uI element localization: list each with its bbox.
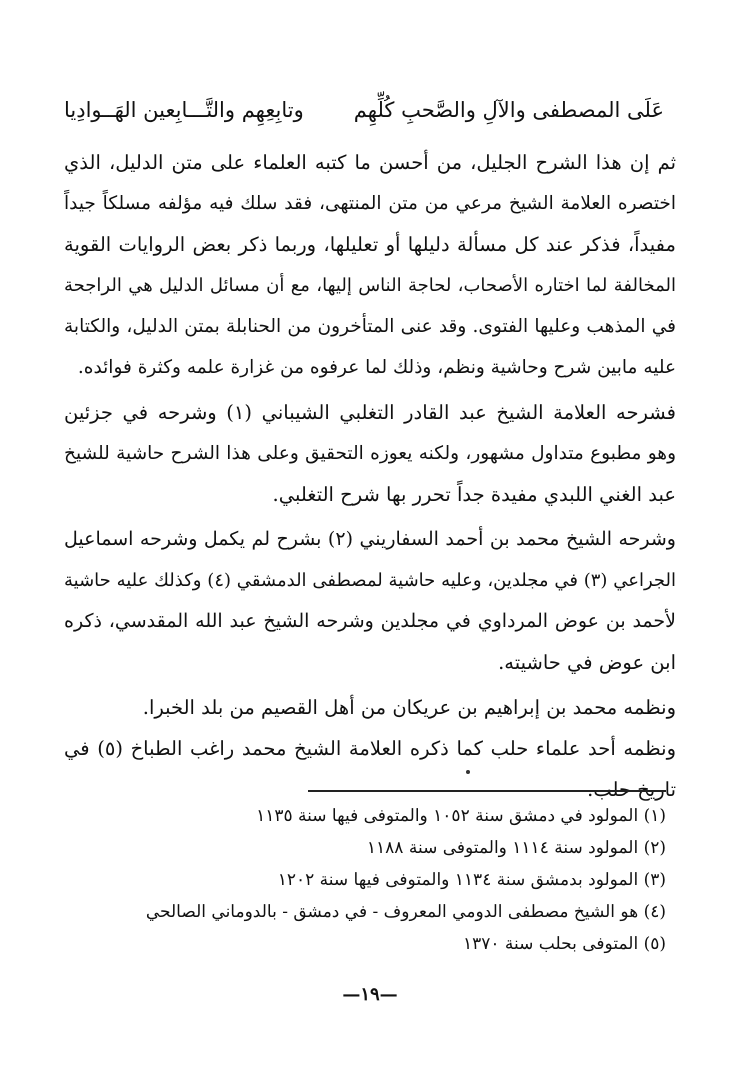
text-line: تاريخ حلب.	[587, 778, 676, 801]
text-line: فشرحه العلامة الشيخ عبد القادر التغلبي الشيباني (١) وشرحه في جزئين	[64, 401, 676, 424]
footnote-4: (٤) هو الشيخ مصطفى الدومي المعروف - في دمشق - بالدوماني الصالحي	[145, 902, 666, 922]
verse-right-hemistich: عَلَى المصطفى والآلِ والصَّحبِ كُلِّهِم	[353, 98, 664, 122]
text-line: لأحمد بن عوض المرداوي في مجلدين وشرحه الشيخ عبد الله المقدسي، ذكره	[64, 610, 676, 632]
paragraph-4	[64, 687, 676, 728]
verse-left-hemistich: وتابِعِهِم والتَّـــابِعين الهَــوادِيا	[64, 98, 304, 122]
text-line: وهو مطبوع متداول مشهور، ولكنه يعوزه التحقيق وعلى هذا الشرح حاشية للشيخ	[64, 443, 676, 464]
paragraph-5	[64, 728, 676, 810]
text-line: عبد الغني اللبدي مفيدة جداً تحرر بها شرح التغلبي.	[272, 483, 676, 506]
verse-line	[64, 88, 664, 132]
main-text	[64, 142, 676, 810]
text-line: وشرحه الشيخ محمد بن أحمد السفاريني (٢) بشرح لم يكمل وشرحه اسماعيل	[64, 528, 676, 550]
text-line: المخالفة لما اختاره الأصحاب، لحاجة الناس إليها، مع أن مسائل الدليل هي الراجحة	[64, 275, 676, 296]
text-line: مفيداً، فذكر عند كل مسألة دليلها أو تعليلها، وربما ذكر بعض الروايات القوية	[64, 233, 676, 256]
footnote-3: (٣) المولود بدمشق سنة ١١٣٤ والمتوفى فيها سنة ١٢٠٢	[277, 870, 666, 890]
text-line: اختصره العلامة الشيخ مرعي من متن المنتهى، فقد سلك فيه مؤلفه مسلكاً جيداً	[64, 193, 676, 214]
text-line: ابن عوض في حاشيته.	[498, 651, 676, 674]
stray-dot	[466, 770, 470, 774]
footnote-2: (٢) المولود سنة ١١١٤ والمتوفى سنة ١١٨٨	[366, 838, 666, 858]
paragraph-3	[64, 519, 676, 683]
paragraph-2	[64, 392, 676, 515]
text-line: الجراعي (٣) في مجلدين، وعليه حاشية لمصطفى الدمشقي (٤) وكذلك عليه حاشية	[64, 570, 676, 591]
footnotes	[106, 800, 666, 960]
page-number: —١٩—	[342, 984, 398, 1005]
paragraph-1	[64, 142, 676, 388]
text-line: ثم إن هذا الشرح الجليل، من أحسن ما كتبه العلماء على متن الدليل، الذي	[64, 151, 676, 174]
text-line: في المذهب وعليها الفتوى. وقد عنى المتأخرون من الحنابلة بمتن الدليل، والكتابة	[64, 316, 676, 337]
text-line: عليه مابين شرح وحاشية ونظم، وذلك لما عرفوه من غزارة علمه وكثرة فوائده.	[77, 357, 676, 378]
footnote-separator	[308, 790, 666, 792]
text-line: ونظمه محمد بن إبراهيم بن عريكان من أهل القصيم من بلد الخبرا.	[142, 696, 676, 719]
text-line: ونظمه أحد علماء حلب كما ذكره العلامة الشيخ محمد راغب الطباخ (٥) في	[64, 737, 676, 760]
footnote-1: (١) المولود في دمشق سنة ١٠٥٢ والمتوفى فيها سنة ١١٣٥	[256, 806, 666, 826]
footnote-5: (٥) المتوفى بحلب سنة ١٣٧٠	[462, 934, 666, 954]
